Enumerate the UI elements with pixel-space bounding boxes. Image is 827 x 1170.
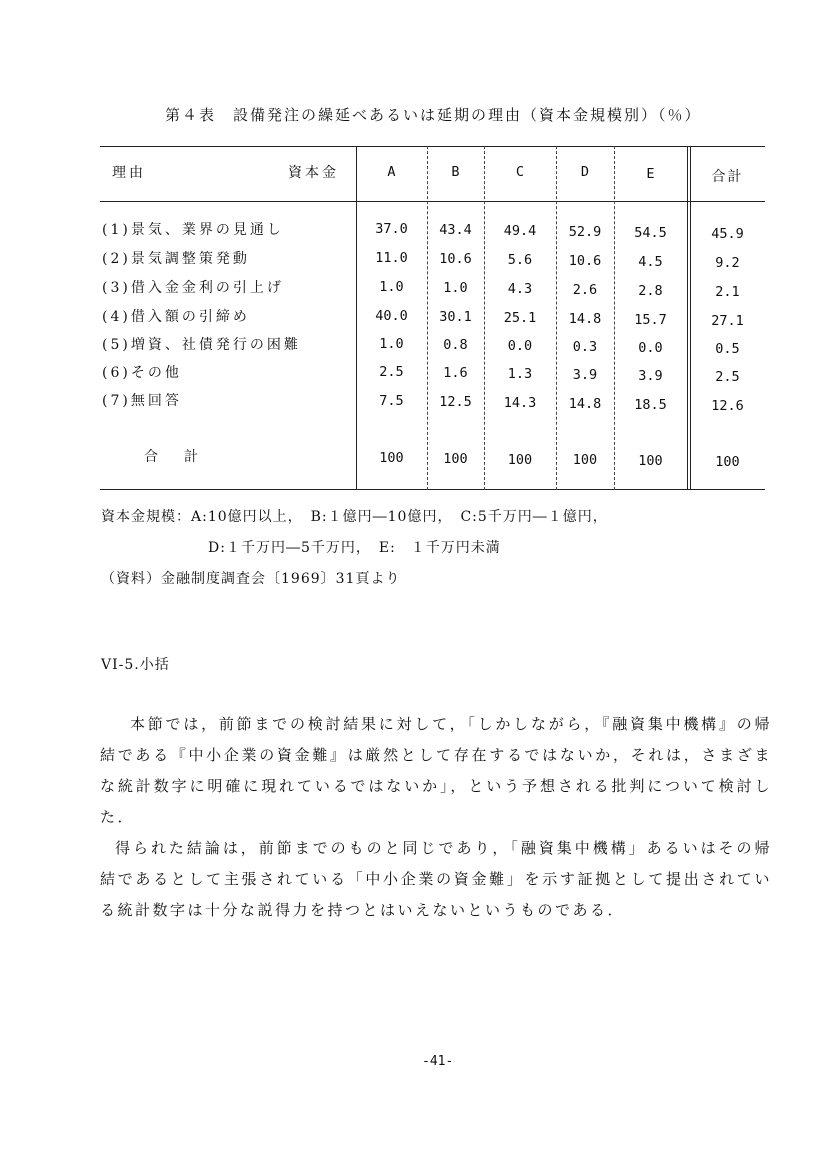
table-bottom-rule [100, 489, 765, 490]
table-cell: 11.0 [375, 250, 408, 266]
table-cell: 0.0 [507, 338, 533, 354]
table-cell: 25.1 [503, 310, 537, 326]
column-divider [687, 146, 688, 490]
total-cell: 100 [443, 451, 468, 467]
table-cell: 2.8 [638, 283, 663, 299]
total-cell: 100 [638, 453, 663, 469]
table-cell: 7.5 [379, 393, 404, 409]
table-cell: 14.8 [568, 311, 602, 327]
table-cell: 0.0 [638, 340, 663, 356]
column-header-c: C [515, 164, 525, 180]
table-cell: 4.3 [507, 281, 533, 297]
table-cell: 0.3 [572, 339, 598, 355]
total-cell: 100 [507, 452, 533, 468]
table-cell: 2.5 [715, 369, 740, 385]
total-cell: 100 [572, 452, 598, 468]
table-cell: 3.9 [572, 367, 598, 383]
table-cell: 2.5 [379, 364, 404, 380]
table-cell: 15.7 [634, 312, 667, 328]
table-cell: 52.9 [568, 224, 602, 240]
table-cell: 54.5 [634, 225, 667, 241]
header-reason-label: 理由 [112, 165, 146, 181]
table-header-rule [100, 201, 765, 202]
table-cell: 1.0 [379, 279, 404, 295]
body-paragraph-1: 本節では，前節までの検討結果に対して，「しかしながら，『融資集中機構』の帰結である『中小企業の資金難』は厳然として存在するではないか，それは，さまざまな統計数字に明確に現れているではないか」，という予想される批判について検討した． [100, 715, 772, 826]
table-cell: 27.1 [711, 313, 744, 329]
total-cell: 100 [379, 450, 404, 466]
column-header-e: E [646, 166, 655, 182]
table-cell: 43.4 [439, 222, 472, 238]
table-cell: 40.0 [375, 308, 408, 324]
total-cell: 100 [715, 454, 740, 470]
capital-scale-note: 資本金規模：A:10億円以上， B:１億円―10億円， C:5千万円―１億円， [101, 509, 608, 525]
table-cell: 37.0 [375, 221, 408, 237]
column-header-a: A [387, 164, 396, 180]
row-label-7: (7)無回答 [102, 393, 182, 409]
column-header-b: B [451, 164, 460, 180]
table-cell: 4.5 [638, 254, 663, 270]
table-cell: 1.6 [443, 365, 468, 381]
table-cell: 45.9 [711, 226, 744, 242]
row-label-3: (3)借入金金利の引上げ [102, 280, 284, 296]
table-cell: 14.8 [568, 396, 602, 412]
table-cell: 1.0 [443, 280, 468, 296]
table-cell: 3.9 [638, 368, 663, 384]
table-cell: 12.6 [711, 398, 744, 414]
row-label-2: (2)景気調整策発動 [102, 251, 250, 267]
row-label-4: (4)借入額の引締め [102, 309, 250, 325]
table-top-rule [100, 146, 765, 147]
table-cell: 1.3 [507, 366, 533, 382]
source-note: （資料）金融制度調査会〔1969〕31頁より [101, 571, 401, 587]
table-cell: 2.1 [715, 284, 740, 300]
table-cell: 0.5 [715, 341, 740, 357]
column-header-total: 合計 [711, 169, 744, 185]
table-cell: 9.2 [715, 255, 740, 271]
column-header-d: D [580, 164, 590, 180]
total-row-label: 合 計 [144, 449, 204, 465]
capital-scale-note-continued: D:１千万円―5千万円， E: １千万円未満 [208, 540, 501, 556]
table-cell: 5.6 [507, 252, 533, 268]
data-table [100, 146, 765, 490]
table-cell: 18.5 [634, 397, 667, 413]
header-capital-label: 資本金 [288, 165, 339, 181]
table-cell: 10.6 [568, 253, 602, 269]
table-cell: 1.0 [379, 336, 404, 352]
table-cell: 12.5 [439, 394, 472, 410]
row-label-1: (1)景気、業界の見通し [102, 222, 284, 238]
table-cell: 10.6 [439, 251, 472, 267]
table-cell: 14.3 [503, 395, 537, 411]
table-caption: 第４表 設備発注の繰延べあるいは延期の理由（資本金規模別）（％） [165, 106, 702, 124]
table-cell: 2.6 [572, 282, 598, 298]
row-label-6: (6)その他 [102, 365, 182, 381]
section-heading: VI-5.小括 [101, 657, 170, 673]
table-cell: 0.8 [443, 337, 468, 353]
row-label-5: (5)増資、社債発行の困難 [102, 337, 301, 353]
page-number: -41- [422, 1054, 454, 1069]
table-cell: 30.1 [439, 309, 472, 325]
table-cell: 49.4 [503, 223, 537, 239]
body-paragraph-2: 得られた結論は，前節までのものと同じであり，「融資集中機構」あるいはその帰結であるとして主張されている「中小企業の資金難」を示す証拠として提出されている統計数字は十分な説得力を持つとはいえないというものである． [100, 839, 772, 919]
